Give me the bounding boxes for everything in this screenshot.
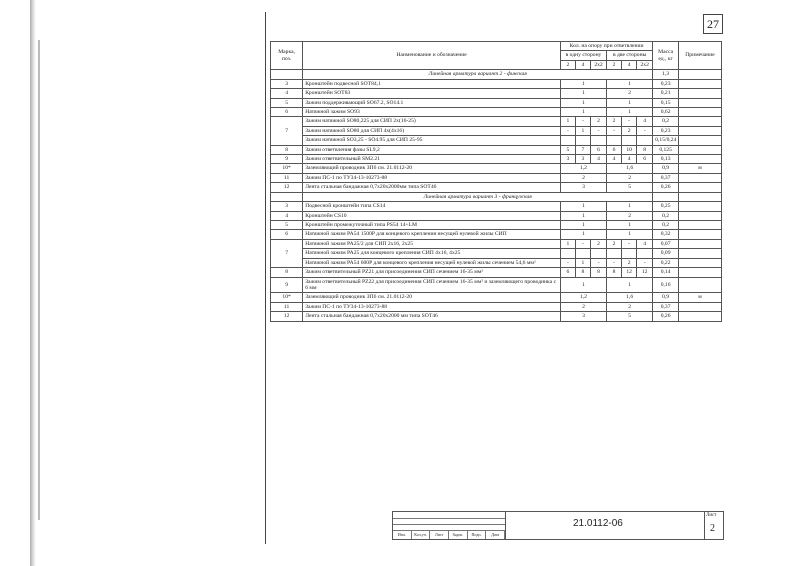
mass-cell: 0,16 <box>653 277 679 293</box>
table-row <box>271 117 722 126</box>
section-row <box>271 192 722 201</box>
mass-cell: 0,9 <box>653 293 679 302</box>
qty-cell: 4 <box>590 155 606 164</box>
qty-two-sides: 2 <box>607 89 653 98</box>
qty-two-sides: 1 <box>607 107 653 116</box>
qty-cell: 7 <box>575 145 590 154</box>
qty-one-side: 3 <box>560 312 606 321</box>
position-cell: 10* <box>271 293 303 302</box>
qty-cell: 2 <box>622 126 637 135</box>
note-cell <box>679 126 722 135</box>
item-name: Зажим ответвительный PZ21 для присоединения СИП сечением 16-35 мм² <box>303 268 561 277</box>
qty-cell: 4 <box>622 155 637 164</box>
position-cell: 12 <box>271 312 303 321</box>
position-cell: 4 <box>271 89 303 98</box>
qty-two-sides: 2 <box>607 211 653 220</box>
qty-cell: 2 <box>590 117 606 126</box>
qty-two-sides: 5 <box>607 183 653 192</box>
qty-one-side: 1 <box>560 277 606 293</box>
section-row <box>271 70 722 79</box>
table-row <box>271 98 722 107</box>
mass-cell: 0,09 <box>653 249 679 258</box>
qty-cell: 4 <box>607 155 622 164</box>
qty-cell: 1 <box>560 239 575 248</box>
qty-cell <box>575 249 590 258</box>
item-name: Натяжной зажим PA54 600P для концевого крепления несущей нулевой жилы сечением 54,6 мм² <box>303 258 561 267</box>
header-name: Наименование и обозначение <box>303 42 561 70</box>
position-cell: 11 <box>271 302 303 311</box>
mass-cell: 0,9 <box>653 164 679 173</box>
qty-cell: - <box>575 117 590 126</box>
mass-cell: 0,23 <box>653 79 679 88</box>
item-name: Лента стальная бандажная 0,7х20х2000мм типа SOT46 <box>303 183 561 192</box>
item-name: Кронштейн промежуточный типа PS54 14+LM <box>303 221 561 230</box>
header-mark: Марка, поз. <box>271 42 303 70</box>
section-title: Линейная арматура вариант 2 - финская <box>303 70 653 79</box>
specification-table <box>270 41 722 322</box>
qty-cell <box>560 249 575 258</box>
note-cell <box>679 239 722 248</box>
table-row <box>271 183 722 192</box>
table-row <box>271 79 722 88</box>
sheet-box <box>704 512 723 539</box>
scan-line <box>38 40 40 520</box>
table-row <box>271 268 722 277</box>
item-name: Заземляющий проводник ЗП6 см. 21.0112-20 <box>303 293 561 302</box>
mass-cell: 0,2 <box>653 221 679 230</box>
note-cell <box>679 277 722 293</box>
qty-cell <box>607 136 622 145</box>
table-row <box>271 249 722 258</box>
table-row <box>271 155 722 164</box>
header-note: Примечание <box>679 42 722 70</box>
sheet-label: Лист <box>706 513 717 518</box>
note-cell <box>679 136 722 145</box>
qty-cell: - <box>622 239 637 248</box>
table-row <box>271 136 722 145</box>
document-code: 21.0112-06 <box>573 518 623 529</box>
table-row <box>271 202 722 211</box>
qty-one-side: 2 <box>560 173 606 182</box>
position-cell: 8 <box>271 268 303 277</box>
mass-cell: 0,15/0,24 <box>653 136 679 145</box>
page-number: 27 <box>703 14 723 34</box>
qty-cell: 1 <box>575 126 590 135</box>
title-block-cell: Подп. <box>468 531 487 539</box>
header-sub: 2х2 <box>590 60 606 69</box>
cell <box>271 70 303 79</box>
table-row <box>271 239 722 248</box>
qty-one-side: 1 <box>560 98 606 107</box>
table-row <box>271 107 722 116</box>
qty-cell: - <box>560 126 575 135</box>
qty-cell: 3 <box>575 155 590 164</box>
note-cell: м <box>679 164 722 173</box>
note-cell <box>679 258 722 267</box>
qty-cell: 4 <box>637 239 653 248</box>
table-row <box>271 312 722 321</box>
position-cell: 3 <box>271 202 303 211</box>
mass-cell: 0,26 <box>653 183 679 192</box>
position-cell: 10* <box>271 164 303 173</box>
position-cell: 5 <box>271 221 303 230</box>
title-block-cell: Дата <box>486 531 505 539</box>
qty-one-side: 1 <box>560 79 606 88</box>
qty-one-side: 1,2 <box>560 293 606 302</box>
note-cell <box>679 268 722 277</box>
mass-cell: 0,25 <box>653 202 679 211</box>
qty-cell: 2 <box>590 239 606 248</box>
qty-cell: 2 <box>607 117 622 126</box>
qty-cell: 8 <box>590 268 606 277</box>
qty-cell: 8 <box>637 145 653 154</box>
qty-cell: 6 <box>590 145 606 154</box>
qty-cell: - <box>575 239 590 248</box>
mass-cell: 0,07 <box>653 239 679 248</box>
qty-cell: 5 <box>560 145 575 154</box>
qty-two-sides: 1 <box>607 79 653 88</box>
title-block-cell: Лист <box>430 531 449 539</box>
qty-one-side: 1 <box>560 230 606 239</box>
note-cell <box>679 155 722 164</box>
table-row <box>271 302 722 311</box>
qty-cell <box>575 136 590 145</box>
mass-cell: 0,13 <box>653 155 679 164</box>
mass-cell: 0,37 <box>653 302 679 311</box>
qty-two-sides: 1,6 <box>607 164 653 173</box>
section-mass: 1,3 <box>653 70 679 79</box>
scan-shadow <box>30 0 36 566</box>
mass-cell: 0,15 <box>653 98 679 107</box>
item-name: Кронштейн подвесной SOT84,1 <box>303 79 561 88</box>
qty-cell: 2 <box>622 258 637 267</box>
qty-one-side: 1 <box>560 211 606 220</box>
table-row <box>271 126 722 135</box>
item-name: Зажим ответвительный SM2.21 <box>303 155 561 164</box>
position-cell: 7 <box>271 117 303 145</box>
header-two-sides: в две стороны <box>607 51 653 60</box>
header-sub: 2х2 <box>637 60 653 69</box>
mass-cell: 0,21 <box>653 89 679 98</box>
qty-cell: 6 <box>607 145 622 154</box>
section-title: Линейная арматура вариант 3 - французская <box>303 192 653 201</box>
title-block-cell: №док. <box>449 531 468 539</box>
item-name: Зажим натяжной SO80,225 для СИП 2х(16-25) <box>303 117 561 126</box>
item-name: Зажим ПС-1 по ТУ34-13-10273-88 <box>303 173 561 182</box>
note-cell <box>679 173 722 182</box>
qty-cell <box>607 249 622 258</box>
item-name: Зажим натяжной SO3,25 - SO4.95 для СИП 25-95 <box>303 136 561 145</box>
title-block <box>392 511 724 540</box>
header-sub: 4 <box>622 60 637 69</box>
mass-cell: 0,22 <box>653 258 679 267</box>
item-name: Натяжной зажим PA54 1500P для концевого крепления несущей нулевой жилы СИП <box>303 230 561 239</box>
note-cell <box>679 145 722 154</box>
table-row <box>271 221 722 230</box>
table-row <box>271 277 722 293</box>
item-name: Зажим ответвления фазы SL9,2 <box>303 145 561 154</box>
note-cell <box>679 302 722 311</box>
position-cell: 4 <box>271 211 303 220</box>
position-cell: 11 <box>271 173 303 182</box>
position-cell: 6 <box>271 107 303 116</box>
cell <box>271 192 303 201</box>
cell <box>679 70 722 79</box>
mass-cell: 0,2 <box>653 211 679 220</box>
qty-cell: 6 <box>637 155 653 164</box>
item-name: Зажим поддерживающий SO67.2, SO14.1 <box>303 98 561 107</box>
qty-cell: 12 <box>622 268 637 277</box>
title-block-cells <box>393 531 505 539</box>
mass-cell: 0,2 <box>653 117 679 126</box>
table-row <box>271 230 722 239</box>
item-name: Лента стальная бандажная 0,7х20х2000 мм типа SOT46 <box>303 312 561 321</box>
item-name: Подвесной кронштейн типа CS14 <box>303 202 561 211</box>
mass-cell: 0,62 <box>653 107 679 116</box>
qty-cell: 1 <box>560 117 575 126</box>
note-cell <box>679 107 722 116</box>
item-name: Зажим натяжной SO80 для СИП 4х(4х16) <box>303 126 561 135</box>
position-cell: 9 <box>271 155 303 164</box>
qty-cell <box>637 249 653 258</box>
note-cell <box>679 183 722 192</box>
header-one-side: в одну сторону <box>560 51 606 60</box>
header-sub: 4 <box>575 60 590 69</box>
position-cell: 12 <box>271 183 303 192</box>
position-cell: 8 <box>271 145 303 154</box>
position-cell: 5 <box>271 98 303 107</box>
item-name: Кронштейн SOT83 <box>303 89 561 98</box>
qty-two-sides: 2 <box>607 302 653 311</box>
note-cell <box>679 98 722 107</box>
qty-cell: 8 <box>607 268 622 277</box>
qty-cell: 4 <box>637 117 653 126</box>
qty-cell: 1 <box>575 258 590 267</box>
qty-cell: - <box>590 258 606 267</box>
qty-two-sides: 1 <box>607 277 653 293</box>
title-block-cell: Изм. <box>393 531 412 539</box>
note-cell <box>679 230 722 239</box>
qty-one-side: 1 <box>560 221 606 230</box>
qty-two-sides: 1,6 <box>607 293 653 302</box>
specification-body <box>271 70 722 321</box>
table-row <box>271 293 722 302</box>
position-cell: 3 <box>271 79 303 88</box>
mass-cell: 0,26 <box>653 312 679 321</box>
qty-cell: 12 <box>637 268 653 277</box>
qty-cell: 2 <box>607 239 622 248</box>
note-cell <box>679 89 722 98</box>
table-row <box>271 258 722 267</box>
table-row <box>271 211 722 220</box>
item-name: Кронштейн CS10 <box>303 211 561 220</box>
qty-cell: - <box>637 258 653 267</box>
note-cell: м <box>679 293 722 302</box>
qty-two-sides: 2 <box>607 173 653 182</box>
mass-cell: 0,32 <box>653 230 679 239</box>
note-cell <box>679 211 722 220</box>
table-row <box>271 173 722 182</box>
table-row <box>271 164 722 173</box>
qty-two-sides: 1 <box>607 230 653 239</box>
qty-cell <box>560 136 575 145</box>
item-name: Зажим ПС-1 по ТУ34-13-10273-88 <box>303 302 561 311</box>
qty-two-sides: 5 <box>607 312 653 321</box>
qty-one-side: 1 <box>560 107 606 116</box>
position-cell: 6 <box>271 230 303 239</box>
mass-cell: 0,37 <box>653 173 679 182</box>
note-cell <box>679 312 722 321</box>
qty-one-side: 1 <box>560 89 606 98</box>
qty-one-side: 2 <box>560 302 606 311</box>
qty-two-sides: 1 <box>607 98 653 107</box>
qty-cell <box>590 136 606 145</box>
header-mass: Масса ед., кг <box>653 42 679 70</box>
note-cell <box>679 202 722 211</box>
qty-two-sides: 1 <box>607 221 653 230</box>
title-block-cell: Кол.уч. <box>412 531 431 539</box>
note-cell <box>679 117 722 126</box>
qty-cell: - <box>590 126 606 135</box>
header-qty: Кол. на опору при ответвлении <box>560 42 652 51</box>
header-sub: 2 <box>560 60 575 69</box>
qty-cell: - <box>622 117 637 126</box>
qty-cell: - <box>560 258 575 267</box>
qty-one-side: 1,2 <box>560 164 606 173</box>
note-cell <box>679 221 722 230</box>
item-name: Натяжной зажим PA25 для концевого крепления СИП 4х16, 4х25 <box>303 249 561 258</box>
qty-two-sides: 1 <box>607 202 653 211</box>
qty-cell <box>590 249 606 258</box>
table-row <box>271 89 722 98</box>
qty-cell: 3 <box>560 155 575 164</box>
sheet-number: 2 <box>710 523 715 534</box>
qty-cell: 8 <box>575 268 590 277</box>
mass-cell: 0,125 <box>653 145 679 154</box>
qty-one-side: 3 <box>560 183 606 192</box>
item-name: Заземляющий проводник ЗП6 см. 21.0112-20 <box>303 164 561 173</box>
item-name: Натяжной зажим PA25/2 для СИП 2х16, 2х25 <box>303 239 561 248</box>
qty-cell: 6 <box>560 268 575 277</box>
position-cell: 7 <box>271 239 303 267</box>
title-block-grid <box>393 512 506 539</box>
note-cell <box>679 79 722 88</box>
qty-one-side: 1 <box>560 202 606 211</box>
qty-cell: - <box>607 258 622 267</box>
qty-cell: - <box>607 126 622 135</box>
table-row <box>271 145 722 154</box>
qty-cell: - <box>637 126 653 135</box>
item-name: Натяжной зажим SO93 <box>303 107 561 116</box>
note-cell <box>679 249 722 258</box>
position-cell: 9 <box>271 277 303 293</box>
item-name: Зажим ответвительный PZ22 для присоединения СИП сечением 16-35 мм² и заземляющего проводника с 6 мм <box>303 277 561 293</box>
qty-cell <box>637 136 653 145</box>
qty-cell <box>622 249 637 258</box>
header-sub: 2 <box>607 60 622 69</box>
cell <box>679 192 722 201</box>
mass-cell: 0,23 <box>653 126 679 135</box>
mass-cell: 0,14 <box>653 268 679 277</box>
qty-cell: 10 <box>622 145 637 154</box>
section-mass <box>653 192 679 201</box>
qty-cell <box>622 136 637 145</box>
